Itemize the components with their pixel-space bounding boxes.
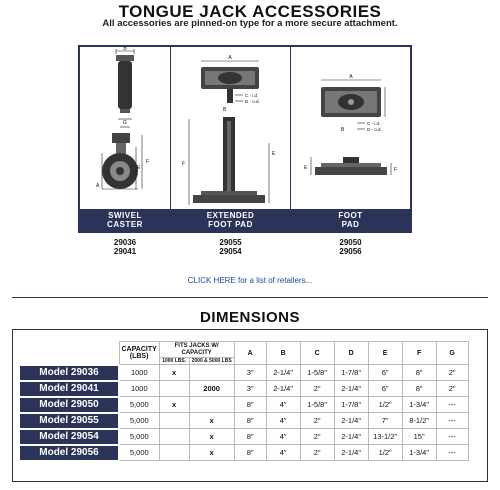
fits-cell: [159, 365, 234, 381]
dim-cell-e: 7": [368, 413, 402, 429]
foot-pad-diagram: [291, 47, 410, 215]
col-header-b: B: [266, 342, 300, 365]
dim-cell-c: 2": [300, 413, 334, 429]
section-divider: [12, 297, 488, 298]
caster-label-e: E: [137, 165, 141, 171]
retailers-link[interactable]: CLICK HERE for a list of retailers...: [187, 276, 313, 285]
dim-cell-f: 1-3/4": [402, 445, 436, 461]
caster-side-view: [102, 133, 138, 189]
dim-cell-f: 8": [402, 381, 436, 397]
dim-cell-b: 4": [266, 445, 300, 461]
swivel-caster-label: SWIVEL CASTER: [107, 211, 143, 229]
foot-pad-label-e: E: [304, 165, 308, 171]
dim-cell-g: ---: [436, 413, 468, 429]
dim-cell-e: 13-1/2": [368, 429, 402, 445]
table-header-row: [19, 342, 468, 365]
col-header-f: F: [402, 342, 436, 365]
fits-1000-cell: [160, 429, 190, 444]
dim-cell-d: 2-1/4": [334, 429, 368, 445]
ext-pad-label-b: B: [223, 107, 227, 113]
dim-cell-d: 1-7/8": [334, 397, 368, 413]
extended-foot-pad-label: EXTENDED FOOT PAD: [206, 211, 255, 229]
swivel-caster-parts: [80, 238, 170, 256]
dim-cell-e: 6": [368, 365, 402, 381]
part-number: 29041: [113, 247, 137, 256]
foot-pad-label-c: C - i.d.: [367, 121, 381, 126]
extended-foot-pad-parts: [171, 238, 290, 256]
model-name: Model 29036: [19, 365, 119, 381]
foot-pad-label-d: D - o.d.: [367, 127, 382, 132]
fits-cell: [159, 381, 234, 397]
dim-cell-e: 1/2": [368, 445, 402, 461]
fits-cell: [159, 429, 234, 445]
accessory-name-band: [80, 209, 410, 231]
dim-cell-d: 2-1/4": [334, 381, 368, 397]
foot-pad-label-b: B: [341, 127, 345, 133]
capacity-cell: 5,000: [119, 397, 159, 413]
dim-cell-c: 2": [300, 381, 334, 397]
model-name: Model 29041: [19, 381, 119, 397]
ext-pad-label-a: A: [228, 55, 232, 61]
table-row: [19, 381, 468, 397]
fits-2000-header: 2000 & 5000 LBS: [191, 357, 232, 364]
fits-2000-cell: [190, 365, 234, 380]
fits-2000-cell: x: [209, 416, 214, 425]
fits-header: [159, 342, 234, 365]
fits-1000-header: 1000 LBS.: [160, 358, 190, 364]
part-number: 29036: [113, 238, 137, 247]
dim-cell-b: 4": [266, 397, 300, 413]
caster-top-view: [116, 55, 134, 113]
capacity-cell: 1000: [119, 381, 159, 397]
part-number: 29055: [219, 238, 242, 247]
fits-cell: [159, 397, 234, 413]
accessory-panel: [78, 45, 412, 233]
extended-foot-pad-diagram: [171, 47, 290, 215]
caster-label-g: G: [123, 120, 127, 126]
swivel-caster-diagram: [80, 47, 170, 215]
fits-1000-cell: [160, 445, 190, 460]
capacity-cell: 5,000: [119, 429, 159, 445]
foot-pad-label-f: F: [394, 167, 398, 173]
model-name: Model 29054: [19, 429, 119, 445]
dim-cell-f: 8": [402, 365, 436, 381]
dim-cell-b: 2-1/4": [266, 381, 300, 397]
fits-1000-cell: [160, 381, 190, 396]
fits-cell: [159, 445, 234, 461]
col-header-d: D: [334, 342, 368, 365]
dim-cell-c: 1-5/8": [300, 397, 334, 413]
dim-cell-b: 4": [266, 413, 300, 429]
dim-cell-a: 3": [234, 381, 266, 397]
model-name: Model 29050: [19, 397, 119, 413]
dim-cell-b: 4": [266, 429, 300, 445]
part-number: 29050: [339, 238, 362, 247]
ext-pad-label-d: D - o.d.: [245, 99, 260, 104]
dim-cell-a: 8": [234, 445, 266, 461]
dim-cell-e: 6": [368, 381, 402, 397]
fits-1000-cell: x: [160, 397, 190, 412]
fits-1000-cell: [160, 413, 190, 428]
capacity-cell: 5,000: [119, 413, 159, 429]
col-header-c: C: [300, 342, 334, 365]
dim-cell-c: 1-5/8": [300, 365, 334, 381]
dim-cell-a: 3": [234, 365, 266, 381]
foot-pad-side-view: [315, 157, 387, 175]
dim-cell-e: 1/2": [368, 397, 402, 413]
page-subtitle: All accessories are pinned-on type for a more secure attachment.: [102, 18, 398, 29]
model-name: Model 29055: [19, 413, 119, 429]
dim-cell-d: 2-1/4": [334, 413, 368, 429]
dimensions-table: [18, 341, 469, 462]
foot-pad-label-a: A: [349, 74, 353, 80]
ext-pad-label-f: F: [182, 161, 186, 167]
ext-pad-label-c: C - i.d.: [245, 93, 259, 98]
fits-1000-cell: x: [160, 365, 190, 380]
dim-cell-f: 15": [402, 429, 436, 445]
table-row: [19, 445, 468, 461]
fits-2000-cell: x: [209, 448, 214, 457]
fits-2000-cell: [190, 397, 234, 412]
dim-cell-c: 2": [300, 445, 334, 461]
foot-pad-top-view: [321, 87, 381, 117]
caster-label-a: A: [96, 183, 100, 189]
col-header-g: G: [436, 342, 468, 365]
table-row: [19, 365, 468, 381]
ext-pad-label-e: E: [272, 151, 276, 157]
dim-cell-g: ---: [436, 429, 468, 445]
foot-pad-label: FOOT PAD: [338, 211, 363, 229]
part-number: 29056: [339, 247, 362, 256]
table-row: [19, 413, 468, 429]
dim-cell-c: 2": [300, 429, 334, 445]
page-title: TONGUE JACK ACCESSORIES: [118, 2, 382, 21]
dim-cell-g: ---: [436, 445, 468, 461]
dim-cell-g: 2": [436, 381, 468, 397]
dim-cell-a: 8": [234, 429, 266, 445]
fits-cell: [159, 413, 234, 429]
fits-2000-cell: 2000: [203, 384, 220, 393]
col-header-a: A: [234, 342, 266, 365]
dim-cell-g: 2": [436, 365, 468, 381]
fits-header-label: FITS JACKS W/ CAPACITY: [174, 342, 219, 356]
capacity-header: CAPACITY (LBS): [119, 342, 159, 365]
model-name: Model 29056: [19, 445, 119, 461]
caster-label-f: F: [146, 159, 150, 165]
dim-cell-a: 8": [234, 413, 266, 429]
dim-cell-d: 2-1/4": [334, 445, 368, 461]
table-row: [19, 397, 468, 413]
table-row: [19, 429, 468, 445]
dim-cell-d: 1-7/8": [334, 365, 368, 381]
dim-cell-b: 2-1/4": [266, 365, 300, 381]
caster-label-b: B: [123, 47, 127, 52]
part-number: 29054: [219, 247, 242, 256]
dimensions-title: DIMENSIONS: [199, 309, 300, 326]
dim-cell-f: 8-1/2": [402, 413, 436, 429]
capacity-cell: 1000: [119, 365, 159, 381]
dim-cell-f: 1-3/4": [402, 397, 436, 413]
dim-cell-a: 8": [234, 397, 266, 413]
ext-pad-side-view: [193, 117, 265, 203]
foot-pad-parts: [291, 238, 410, 256]
dim-cell-g: ---: [436, 397, 468, 413]
col-header-e: E: [368, 342, 402, 365]
fits-2000-cell: x: [209, 432, 214, 441]
model-header: [19, 342, 119, 365]
capacity-cell: 5,000: [119, 445, 159, 461]
